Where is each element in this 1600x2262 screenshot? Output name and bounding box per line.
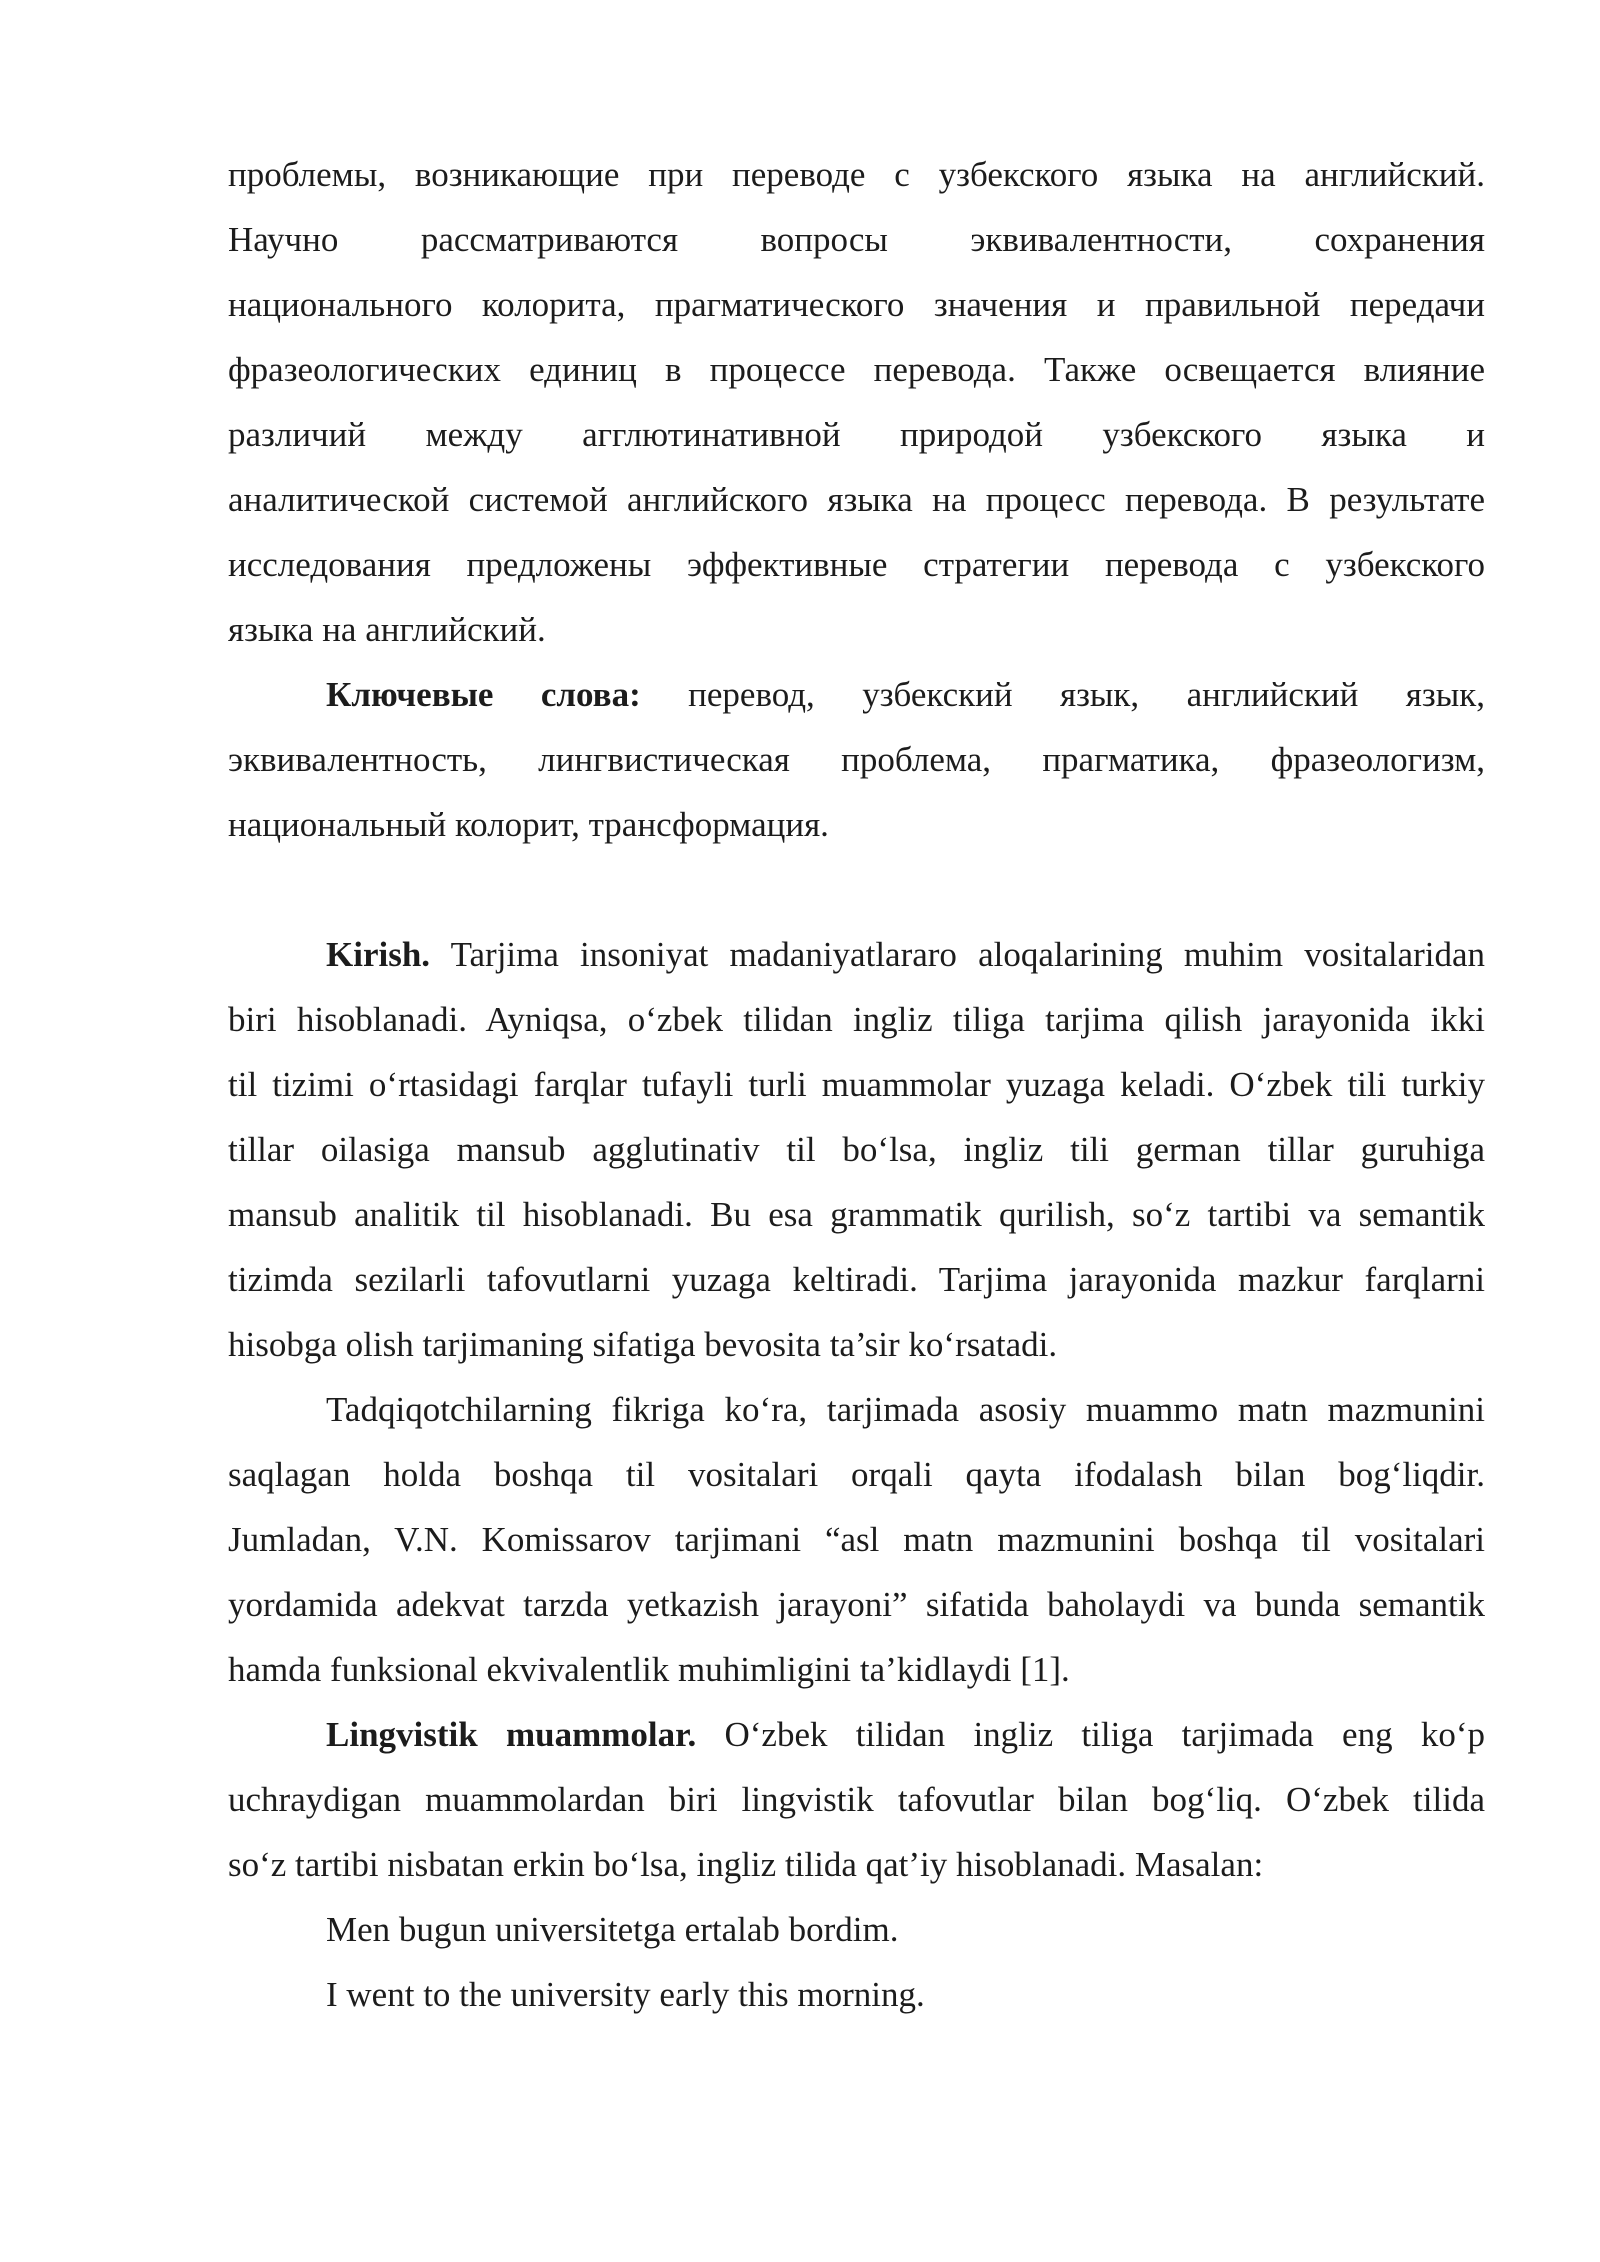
- keywords-line: [326, 673, 1485, 717]
- linguistic-line: uchraydigan muammolardan biri lingvistik tafovutlar bilan bog‘liq. O‘zbek tilida: [228, 1780, 1485, 1819]
- keywords-line: национальный колорит, трансформация.: [228, 805, 829, 844]
- keywords-label: Ключевые слова:: [326, 675, 641, 714]
- intro-text: Tarjima insoniyat madaniyatlararo aloqalarining muhim vositalaridan: [430, 935, 1485, 974]
- linguistic-line: so‘z tartibi nisbatan erkin bo‘lsa, ingliz tilida qat’iy hisoblanadi. Masalan:: [228, 1845, 1264, 1884]
- abstract-line: национального колорита, прагматического значения и правильной передачи: [228, 285, 1485, 324]
- keywords-line: эквивалентность, лингвистическая проблема, прагматика, фразеологизм,: [228, 740, 1485, 779]
- example-english: I went to the university early this morning.: [326, 1975, 925, 2014]
- intro-line: biri hisoblanadi. Ayniqsa, o‘zbek tilidan ingliz tiliga tarjima qilish jarayonida ikki: [228, 1000, 1485, 1039]
- abstract-line: проблемы, возникающие при переводе с узбекского языка на английский.: [228, 155, 1485, 194]
- keywords-text: перевод, узбекский язык, английский язык,: [640, 675, 1485, 714]
- research-line: Tadqiqotchilarning fikriga ko‘ra, tarjimada asosiy muammo matn mazmunini: [326, 1390, 1485, 1429]
- abstract-line: фразеологических единиц в процессе перевода. Также освещается влияние: [228, 350, 1485, 389]
- intro-line: tillar oilasiga mansub agglutinativ til bo‘lsa, ingliz tili german tillar guruhiga: [228, 1130, 1485, 1169]
- linguistic-label: Lingvistik muammolar.: [326, 1715, 697, 1754]
- linguistic-text: O‘zbek tilidan ingliz tiliga tarjimada eng ko‘p: [696, 1715, 1485, 1754]
- intro-line: tizimda sezilarli tafovutlarni yuzaga keltiradi. Tarjima jarayonida mazkur farqlarni: [228, 1260, 1485, 1299]
- research-line: yordamida adekvat tarzda yetkazish jarayoni” sifatida baholaydi va bunda semantik: [228, 1585, 1485, 1624]
- research-line: saqlagan holda boshqa til vositalari orqali qayta ifodalash bilan bog‘liqdir.: [228, 1455, 1485, 1494]
- intro-line: mansub analitik til hisoblanadi. Bu esa grammatik qurilish, so‘z tartibi va semantik: [228, 1195, 1485, 1234]
- intro-line: hisobga olish tarjimaning sifatiga bevosita ta’sir ko‘rsatadi.: [228, 1325, 1058, 1364]
- abstract-line: исследования предложены эффективные стратегии перевода с узбекского: [228, 545, 1485, 584]
- example-uzbek: Men bugun universitetga ertalab bordim.: [326, 1910, 899, 1949]
- intro-line: til tizimi o‘rtasidagi farqlar tufayli turli muammolar yuzaga keladi. O‘zbek tili turkiy: [228, 1065, 1485, 1104]
- linguistic-line: [326, 1713, 1485, 1757]
- intro-label: Kirish.: [326, 935, 431, 974]
- abstract-line: различий между агглютинативной природой узбекского языка и: [228, 415, 1485, 454]
- research-line: Jumladan, V.N. Komissarov tarjimani “asl matn mazmunini boshqa til vositalari: [228, 1520, 1485, 1559]
- research-line: hamda funksional ekvivalentlik muhimligini ta’kidlaydi [1].: [228, 1650, 1070, 1689]
- abstract-line: языка на английский.: [228, 610, 546, 649]
- abstract-line: Научно рассматриваются вопросы эквивалентности, сохранения: [228, 220, 1485, 259]
- intro-line: [326, 933, 1485, 977]
- abstract-line: аналитической системой английского языка на процесс перевода. В результате: [228, 480, 1485, 519]
